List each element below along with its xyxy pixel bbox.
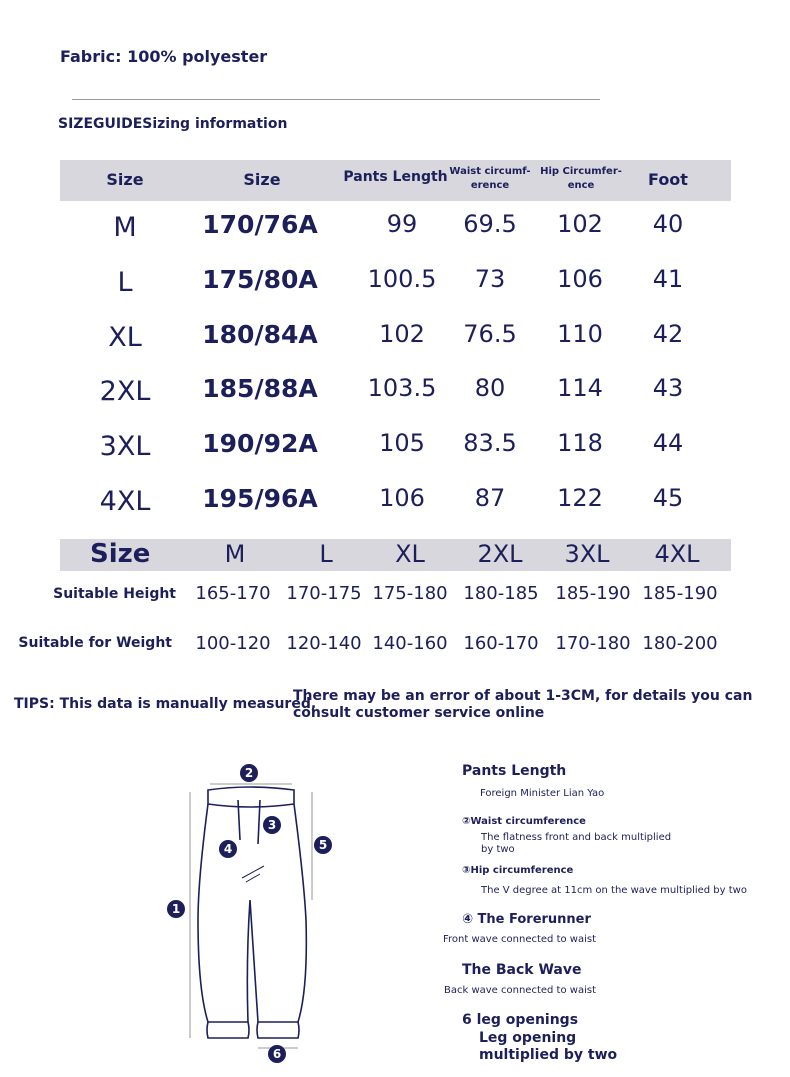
header-foot: Foot <box>648 170 688 189</box>
marker-5-icon: 5 <box>314 836 332 854</box>
table-cell: 42 <box>652 320 684 348</box>
table-cell: 44 <box>652 429 684 457</box>
size-guide-title: SIZEGUIDESizing information <box>58 116 288 132</box>
table-cell: 99 <box>386 210 418 238</box>
table-cell: 40 <box>652 210 684 238</box>
table-cell: 122 <box>557 484 603 512</box>
legend-back-wave: The Back Wave <box>462 962 582 978</box>
table-cell: 80 <box>474 374 506 402</box>
table-cell: 69.5 <box>463 210 517 238</box>
table-cell: 190/92A <box>202 429 318 458</box>
tips-note: There may be an error of about 1-3CM, for details you can consult customer service online <box>293 688 753 721</box>
fit-header-3xl: 3XL <box>564 540 610 568</box>
weight-label: Suitable for Weight <box>18 635 172 651</box>
table-cell: 118 <box>557 429 603 457</box>
fit-header-4xl: 4XL <box>654 540 700 568</box>
table-cell: 73 <box>474 265 506 293</box>
legend-leg-openings-sub: Leg opening multiplied by two <box>479 1030 618 1063</box>
table-cell: 195/96A <box>202 484 318 513</box>
fit-header-l: L <box>319 540 333 568</box>
table-cell: 83.5 <box>463 429 517 457</box>
height-value: 185-190 <box>642 583 718 604</box>
table-cell: 106 <box>379 484 425 512</box>
weight-value: 160-170 <box>463 633 539 654</box>
legend-back-wave-sub: Back wave connected to waist <box>444 985 596 996</box>
legend-leg-openings: 6 leg openings <box>462 1012 579 1028</box>
table-cell: 180/84A <box>202 320 318 349</box>
size-cell: XL <box>108 322 142 353</box>
height-value: 165-170 <box>195 583 271 604</box>
height-value: 170-175 <box>286 583 362 604</box>
legend-waist: ②Waist circumference <box>462 816 586 827</box>
marker-1-icon: 1 <box>167 900 185 918</box>
table-cell: 100.5 <box>367 265 437 293</box>
table-cell: 103.5 <box>367 374 437 402</box>
legend-pants-length: Pants Length <box>462 763 567 779</box>
size-cell: M <box>113 212 137 243</box>
legend-waist-sub: The flatness front and back multiplied by two <box>481 832 672 855</box>
table-cell: 87 <box>474 484 506 512</box>
table-cell: 185/88A <box>202 374 318 403</box>
height-value: 180-185 <box>463 583 539 604</box>
divider <box>72 99 600 100</box>
marker-3-icon: 3 <box>263 816 281 834</box>
weight-value: 100-120 <box>195 633 271 654</box>
fit-header <box>60 539 731 571</box>
legend-hip-sub: The V degree at 11cm on the wave multiplied by two <box>481 885 747 896</box>
table-cell: 110 <box>557 320 603 348</box>
fit-header-xl: XL <box>395 540 425 568</box>
header-size-code: Size <box>243 170 281 189</box>
table-header <box>60 160 731 201</box>
table-cell: 76.5 <box>463 320 517 348</box>
tips-label: TIPS: This data is manually measured, <box>14 696 317 712</box>
marker-4-icon: 4 <box>219 840 237 858</box>
table-cell: 114 <box>557 374 603 402</box>
header-size: Size <box>106 170 144 189</box>
legend-forerunner-sub: Front wave connected to waist <box>443 934 597 945</box>
header-waist: Waist circumf- erence <box>449 166 531 191</box>
height-label: Suitable Height <box>53 586 176 602</box>
marker-2-icon: 2 <box>240 764 258 782</box>
fit-header-2xl: 2XL <box>477 540 523 568</box>
height-value: 185-190 <box>555 583 631 604</box>
size-cell: 2XL <box>99 376 151 407</box>
legend-hip: ③Hip circumference <box>462 865 574 876</box>
fit-header-size: Size <box>90 539 151 569</box>
table-cell: 106 <box>557 265 603 293</box>
size-cell: 3XL <box>99 431 151 462</box>
table-cell: 170/76A <box>202 210 318 239</box>
table-cell: 175/80A <box>202 265 318 294</box>
size-cell: 4XL <box>99 486 151 517</box>
height-value: 175-180 <box>372 583 448 604</box>
legend-forerunner: ④ The Forerunner <box>462 912 591 927</box>
table-cell: 102 <box>557 210 603 238</box>
table-cell: 45 <box>652 484 684 512</box>
fit-header-m: M <box>224 540 246 568</box>
pants-diagram <box>160 760 340 1070</box>
header-pants-length: Pants Length <box>343 169 448 185</box>
table-cell: 102 <box>379 320 425 348</box>
header-hip: Hip Circumfer- ence <box>540 166 622 191</box>
legend-pants-length-sub: Foreign Minister Lian Yao <box>480 788 605 799</box>
size-cell: L <box>117 267 133 298</box>
weight-value: 120-140 <box>286 633 362 654</box>
table-cell: 105 <box>379 429 425 457</box>
weight-value: 170-180 <box>555 633 631 654</box>
weight-value: 140-160 <box>372 633 448 654</box>
fabric-info: Fabric: 100% polyester <box>60 47 268 66</box>
marker-6-icon: 6 <box>268 1045 286 1063</box>
table-cell: 41 <box>652 265 684 293</box>
table-cell: 43 <box>652 374 684 402</box>
weight-value: 180-200 <box>642 633 718 654</box>
